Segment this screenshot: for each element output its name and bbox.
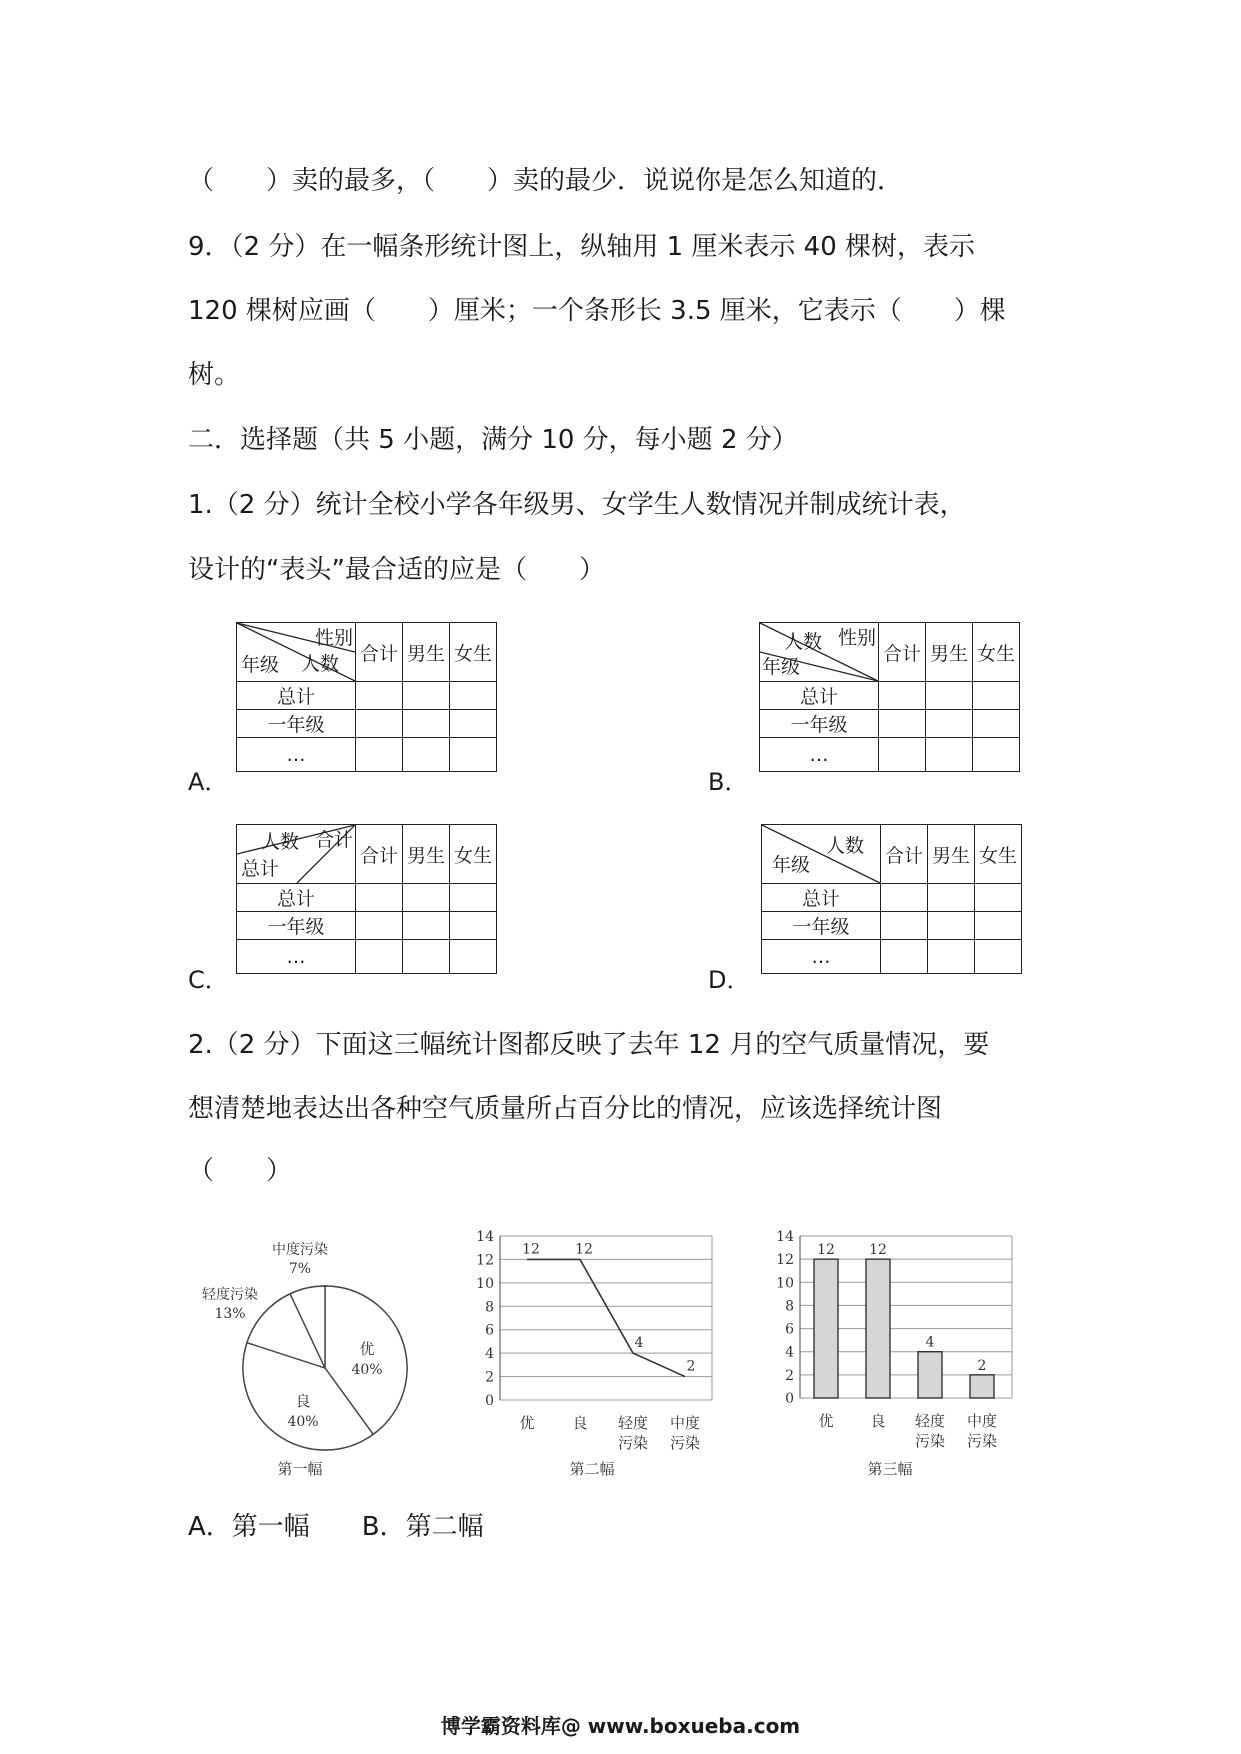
diagonal-header [237, 623, 355, 681]
option-a-label: A． [188, 768, 229, 796]
data-label: 4 [634, 1335, 644, 1352]
chart-title: 第三幅 [867, 1460, 913, 1478]
row-label: … [760, 738, 879, 772]
y-tick-label: 14 [476, 1229, 494, 1245]
header-middle-label: 人数 [784, 631, 823, 653]
pie-value: 7% [288, 1261, 312, 1277]
y-tick-label: 4 [785, 1344, 794, 1361]
mc1-line-2: 设计的“表头”最合适的应是（ ） [188, 555, 605, 585]
pie-label: 轻度污染 [202, 1287, 258, 1303]
mc1-line-1: 1.（2 分）统计全校小学各年级男、女学生人数情况并制成统计表， [188, 490, 966, 520]
row-label: … [237, 738, 356, 772]
col-header: 女生 [450, 825, 497, 884]
col-header: 男生 [403, 623, 450, 682]
diagonal-header [762, 825, 880, 883]
row-label: 总计 [762, 884, 881, 912]
col-header: 合计 [356, 623, 403, 682]
col-header: 合计 [356, 825, 403, 884]
y-tick-label: 10 [476, 1275, 494, 1292]
y-tick-label: 8 [785, 1298, 794, 1315]
footer-watermark: 博学霸资料库@ www.boxueba.com [440, 1714, 801, 1738]
data-label: 12 [817, 1242, 835, 1259]
header-top-label: 性别 [837, 627, 876, 649]
x-tick-label: 污染 [669, 1434, 701, 1452]
header-middle-label: 人数 [300, 653, 339, 675]
q9-line-1: 9．（2 分）在一幅条形统计图上，纵轴用 1 厘米表示 40 棵树，表示 [188, 232, 976, 262]
y-tick-label: 0 [485, 1393, 494, 1409]
option-a-table [236, 622, 497, 772]
option-c-label: C． [188, 966, 229, 994]
header-bottom-label: 年级 [772, 854, 811, 876]
diagonal-header [760, 623, 878, 681]
x-tick-label: 中度 [966, 1412, 998, 1430]
col-header: 男生 [928, 825, 975, 884]
x-tick-label: 污染 [966, 1432, 998, 1450]
option-c-table [236, 824, 497, 974]
x-tick-label: 污染 [617, 1434, 649, 1452]
option-d-table [761, 824, 1022, 974]
row-label: 一年级 [237, 710, 356, 738]
x-tick-label: 轻度 [617, 1414, 649, 1432]
data-label: 2 [686, 1358, 696, 1375]
col-header: 合计 [879, 623, 926, 682]
y-tick-label: 6 [785, 1321, 794, 1338]
col-header: 合计 [881, 825, 928, 884]
header-bottom-label: 总计 [241, 858, 280, 880]
row-label: 总计 [237, 884, 356, 912]
option-b-label: B． [708, 768, 749, 796]
row-label: … [762, 940, 881, 974]
pie-label: 优 [359, 1340, 375, 1358]
y-tick-label: 2 [485, 1369, 494, 1386]
q8-tail-line: （ ）卖的最多，（ ）卖的最少．说说你是怎么知道的． [188, 166, 904, 196]
header-middle-label: 人数 [261, 831, 300, 853]
row-label: 总计 [237, 682, 356, 710]
y-tick-label: 14 [776, 1229, 794, 1245]
pie-value: 40% [287, 1414, 319, 1430]
data-label: 2 [977, 1357, 987, 1374]
mc2-line-3: （ ） [188, 1156, 293, 1186]
x-tick-label: 良 [870, 1412, 886, 1430]
x-tick-label: 优 [818, 1412, 834, 1430]
bar [918, 1352, 942, 1398]
col-header: 男生 [926, 623, 973, 682]
x-tick-label: 轻度 [914, 1412, 946, 1430]
pie-label: 中度污染 [272, 1242, 328, 1258]
line-chart [476, 1229, 712, 1478]
pie-value: 13% [214, 1306, 246, 1322]
section-2-heading: 二．选择题（共 5 小题，满分 10 分，每小题 2 分） [188, 425, 798, 455]
row-label: 一年级 [760, 710, 879, 738]
y-tick-label: 4 [485, 1346, 494, 1363]
answer-options: A．第一幅 B．第二幅 [188, 1512, 484, 1542]
header-bottom-label: 年级 [762, 656, 801, 678]
air-quality-charts [0, 1220, 1241, 1480]
data-label: 12 [575, 1241, 593, 1258]
option-d-label: D． [708, 966, 751, 994]
diagonal-header [237, 825, 355, 883]
y-tick-label: 2 [785, 1367, 794, 1384]
data-label: 4 [925, 1334, 935, 1351]
x-tick-label: 良 [572, 1414, 588, 1432]
header-bottom-label: 年级 [241, 654, 280, 676]
row-label: … [237, 940, 356, 974]
q9-line-3: 树。 [188, 360, 241, 390]
x-tick-label: 污染 [914, 1432, 946, 1450]
data-label: 12 [522, 1241, 540, 1258]
col-header: 女生 [450, 623, 497, 682]
y-tick-label: 6 [485, 1322, 494, 1339]
option-b-table [759, 622, 1020, 772]
series-line [527, 1259, 685, 1376]
mc2-line-2: 想清楚地表达出各种空气质量所占百分比的情况，应该选择统计图 [188, 1094, 943, 1124]
pie-value: 40% [351, 1362, 383, 1378]
x-tick-label: 优 [519, 1414, 535, 1432]
mc2-line-1: 2.（2 分）下面这三幅统计图都反映了去年 12 月的空气质量情况，要 [188, 1030, 990, 1060]
pie-chart [202, 1241, 407, 1478]
row-label: 一年级 [237, 912, 356, 940]
pie-title: 第一幅 [277, 1460, 323, 1478]
row-label: 一年级 [762, 912, 881, 940]
y-tick-label: 12 [776, 1252, 794, 1269]
col-header: 女生 [975, 825, 1022, 884]
x-tick-label: 中度 [669, 1414, 701, 1432]
bar [814, 1259, 838, 1398]
col-header: 女生 [973, 623, 1020, 682]
y-tick-label: 10 [776, 1275, 794, 1292]
header-top-label: 合计 [314, 829, 353, 851]
y-tick-label: 12 [476, 1252, 494, 1269]
header-top-label: 人数 [825, 835, 864, 857]
y-tick-label: 8 [485, 1299, 494, 1316]
q9-line-2: 120 棵树应画（ ）厘米；一个条形长 3.5 厘米，它表示（ ）棵 [188, 296, 1006, 326]
chart-title: 第二幅 [569, 1460, 615, 1478]
y-tick-label: 0 [785, 1391, 794, 1407]
row-label: 总计 [760, 682, 879, 710]
pie-label: 良 [295, 1392, 311, 1410]
bar [866, 1259, 890, 1398]
bar [970, 1375, 994, 1398]
col-header: 男生 [403, 825, 450, 884]
data-label: 12 [869, 1242, 887, 1259]
header-top-label: 性别 [314, 627, 353, 649]
bar-chart [776, 1229, 1012, 1478]
